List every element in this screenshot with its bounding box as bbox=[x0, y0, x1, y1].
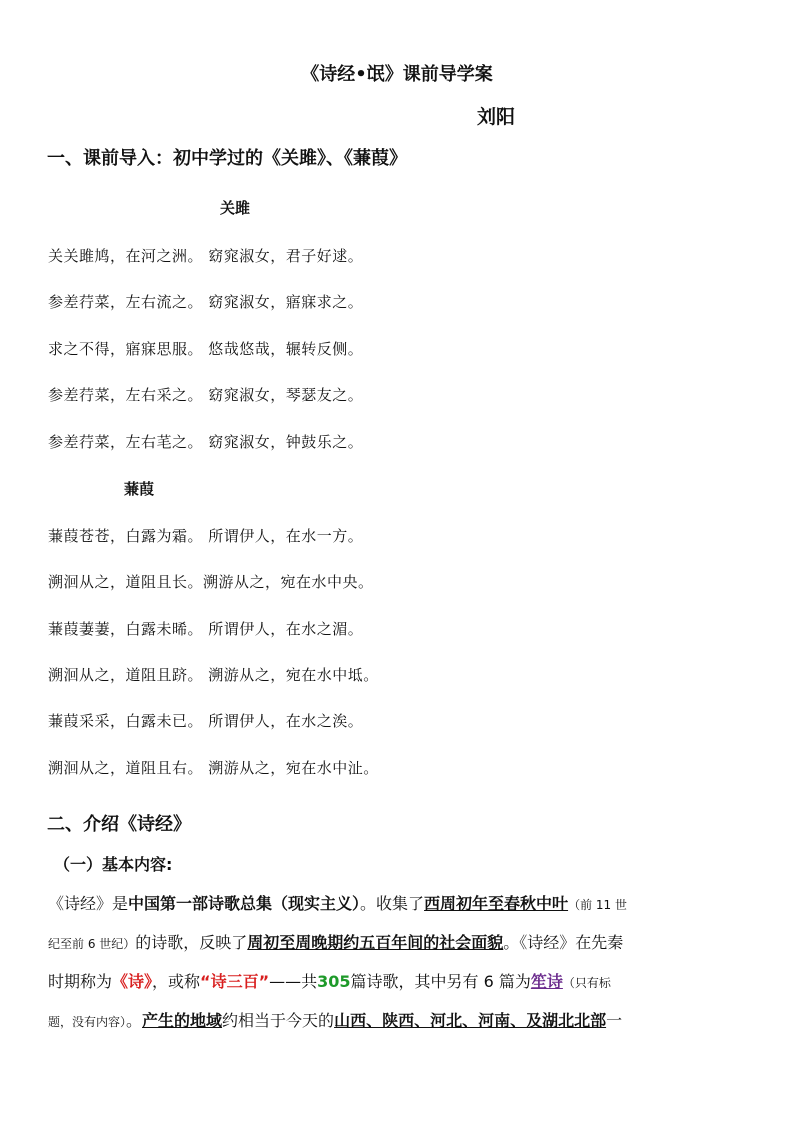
author-name: 刘阳 bbox=[477, 106, 516, 128]
poem-2-line: 溯洄从之，道阻且跻。 溯游从之，宛在水中坻。 bbox=[48, 666, 379, 684]
poem-1-line: 求之不得，寤寐思服。 悠哉悠哉，辗转反侧。 bbox=[48, 340, 364, 358]
section-1-heading: 一、课前导入：初中学过的《关雎》、《蒹葭》 bbox=[47, 148, 407, 169]
paragraph-line: 《诗经》是中国第一部诗歌总集（现实主义）。收集了西周初年至春秋中叶（前 11 世 bbox=[48, 894, 627, 913]
poem-2-line: 蒹葭萋萋，白露未晞。 所谓伊人，在水之湄。 bbox=[48, 620, 364, 638]
poem-1-title: 关雎 bbox=[220, 199, 251, 217]
intro-paragraph bbox=[48, 885, 748, 1041]
section-2-subheading: （一）基本内容: bbox=[54, 855, 173, 874]
poem-2-title: 蒹葭 bbox=[124, 480, 155, 498]
poem-1-line: 参差荇菜，左右采之。 窈窕淑女，琴瑟友之。 bbox=[48, 386, 364, 404]
poem-1-line: 关关雎鸠，在河之洲。 窈窕淑女，君子好逑。 bbox=[48, 247, 364, 265]
poem-2-line: 蒹葭采采，白露未已。 所谓伊人，在水之涘。 bbox=[48, 712, 364, 730]
paragraph-line: 纪至前 6 世纪）的诗歌，反映了周初至周晚期约五百年间的社会面貌。《诗经》在先秦 bbox=[48, 933, 624, 952]
paragraph-line: 时期称为《诗》，或称“诗三百”——共305篇诗歌，其中另有 6 篇为笙诗（只有标 bbox=[48, 972, 611, 991]
poem-2-line: 溯洄从之，道阻且长。溯游从之，宛在水中央。 bbox=[48, 573, 374, 591]
section-2-heading: 二、介绍《诗经》 bbox=[47, 814, 191, 835]
paragraph-line: 题，没有内容）。产生的地域约相当于今天的山西、陕西、河北、河南、及湖北北部一 bbox=[48, 1011, 623, 1030]
poem-2-line: 蒹葭苍苍，白露为霜。 所谓伊人，在水一方。 bbox=[48, 527, 364, 545]
page-title: 《诗经•氓》课前导学案 bbox=[301, 64, 493, 85]
poem-2-line: 溯洄从之，道阻且右。 溯游从之，宛在水中沚。 bbox=[48, 759, 379, 777]
poem-1-line: 参差荇菜，左右流之。 窈窕淑女，寤寐求之。 bbox=[48, 293, 364, 311]
poem-1-line: 参差荇菜，左右芼之。 窈窕淑女，钟鼓乐之。 bbox=[48, 433, 364, 451]
